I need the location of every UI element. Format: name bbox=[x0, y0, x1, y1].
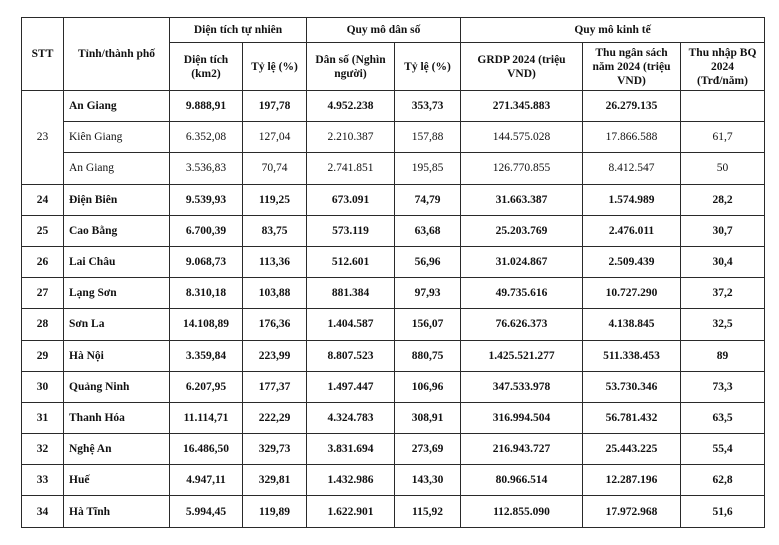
cell-population: 3.831.694 bbox=[307, 434, 395, 465]
header-group-economy: Quy mô kinh tế bbox=[461, 18, 765, 43]
header-stt: STT bbox=[22, 18, 64, 91]
cell-grdp: 31.663.387 bbox=[461, 184, 583, 215]
cell-population: 4.324.783 bbox=[307, 402, 395, 433]
cell-province: Lai Châu bbox=[64, 246, 170, 277]
cell-population: 1.622.901 bbox=[307, 496, 395, 527]
table-row bbox=[22, 215, 765, 246]
cell-grdp: 271.345.883 bbox=[461, 91, 583, 122]
cell-area: 9.888,91 bbox=[170, 91, 243, 122]
cell-population-ratio: 97,93 bbox=[395, 278, 461, 309]
cell-budget: 2.509.439 bbox=[583, 246, 681, 277]
cell-stt: 25 bbox=[22, 215, 64, 246]
header-income: Thu nhập BQ 2024 (Trđ/năm) bbox=[681, 43, 765, 91]
cell-province: Lạng Sơn bbox=[64, 278, 170, 309]
cell-population: 1.404.587 bbox=[307, 309, 395, 340]
cell-income: 61,7 bbox=[681, 122, 765, 153]
cell-grdp: 216.943.727 bbox=[461, 434, 583, 465]
cell-area: 16.486,50 bbox=[170, 434, 243, 465]
cell-stt: 23 bbox=[22, 91, 64, 185]
cell-population-ratio: 308,91 bbox=[395, 402, 461, 433]
header-area-ratio: Tỷ lệ (%) bbox=[243, 43, 307, 91]
statistics-table-container bbox=[21, 17, 764, 528]
cell-budget: 2.476.011 bbox=[583, 215, 681, 246]
cell-income: 63,5 bbox=[681, 402, 765, 433]
cell-population-ratio: 157,88 bbox=[395, 122, 461, 153]
cell-income: 32,5 bbox=[681, 309, 765, 340]
table-row bbox=[22, 91, 765, 122]
cell-budget: 4.138.845 bbox=[583, 309, 681, 340]
cell-area: 3.359,84 bbox=[170, 340, 243, 371]
cell-area-ratio: 223,99 bbox=[243, 340, 307, 371]
header-group-population: Quy mô dân số bbox=[307, 18, 461, 43]
cell-population-ratio: 195,85 bbox=[395, 153, 461, 184]
cell-population: 512.601 bbox=[307, 246, 395, 277]
cell-stt: 32 bbox=[22, 434, 64, 465]
cell-province: Kiên Giang bbox=[64, 122, 170, 153]
cell-population-ratio: 273,69 bbox=[395, 434, 461, 465]
cell-area: 3.536,83 bbox=[170, 153, 243, 184]
cell-income: 73,3 bbox=[681, 371, 765, 402]
cell-population-ratio: 106,96 bbox=[395, 371, 461, 402]
cell-population-ratio: 880,75 bbox=[395, 340, 461, 371]
cell-stt: 27 bbox=[22, 278, 64, 309]
cell-province: Nghệ An bbox=[64, 434, 170, 465]
cell-population: 2.210.387 bbox=[307, 122, 395, 153]
header-budget: Thu ngân sách năm 2024 (triệu VND) bbox=[583, 43, 681, 91]
cell-area-ratio: 83,75 bbox=[243, 215, 307, 246]
cell-province: Huế bbox=[64, 465, 170, 496]
cell-grdp: 31.024.867 bbox=[461, 246, 583, 277]
table-row bbox=[22, 496, 765, 527]
cell-population: 1.432.986 bbox=[307, 465, 395, 496]
cell-stt: 30 bbox=[22, 371, 64, 402]
cell-area: 9.539,93 bbox=[170, 184, 243, 215]
table-row bbox=[22, 309, 765, 340]
cell-stt: 29 bbox=[22, 340, 64, 371]
cell-area-ratio: 103,88 bbox=[243, 278, 307, 309]
cell-income bbox=[681, 91, 765, 122]
cell-population: 573.119 bbox=[307, 215, 395, 246]
cell-area-ratio: 119,89 bbox=[243, 496, 307, 527]
cell-stt: 28 bbox=[22, 309, 64, 340]
cell-income: 55,4 bbox=[681, 434, 765, 465]
cell-area: 5.994,45 bbox=[170, 496, 243, 527]
cell-province: Sơn La bbox=[64, 309, 170, 340]
cell-area: 6.352,08 bbox=[170, 122, 243, 153]
cell-population-ratio: 74,79 bbox=[395, 184, 461, 215]
cell-population-ratio: 63,68 bbox=[395, 215, 461, 246]
cell-area-ratio: 197,78 bbox=[243, 91, 307, 122]
table-row bbox=[22, 184, 765, 215]
cell-population-ratio: 56,96 bbox=[395, 246, 461, 277]
cell-budget: 53.730.346 bbox=[583, 371, 681, 402]
cell-population-ratio: 156,07 bbox=[395, 309, 461, 340]
cell-area: 6.700,39 bbox=[170, 215, 243, 246]
cell-area-ratio: 329,73 bbox=[243, 434, 307, 465]
table-row bbox=[22, 153, 765, 184]
province-statistics-table bbox=[21, 17, 765, 528]
header-population: Dân số (Nghìn người) bbox=[307, 43, 395, 91]
cell-province: Cao Bằng bbox=[64, 215, 170, 246]
table-row bbox=[22, 122, 765, 153]
cell-population: 8.807.523 bbox=[307, 340, 395, 371]
cell-population: 4.952.238 bbox=[307, 91, 395, 122]
cell-budget: 17.972.968 bbox=[583, 496, 681, 527]
table-row bbox=[22, 340, 765, 371]
cell-stt: 26 bbox=[22, 246, 64, 277]
cell-area: 6.207,95 bbox=[170, 371, 243, 402]
cell-area: 11.114,71 bbox=[170, 402, 243, 433]
cell-income: 62,8 bbox=[681, 465, 765, 496]
header-grdp: GRDP 2024 (triệu VND) bbox=[461, 43, 583, 91]
cell-area-ratio: 113,36 bbox=[243, 246, 307, 277]
cell-grdp: 25.203.769 bbox=[461, 215, 583, 246]
cell-population: 2.741.851 bbox=[307, 153, 395, 184]
table-row bbox=[22, 278, 765, 309]
cell-grdp: 80.966.514 bbox=[461, 465, 583, 496]
header-population-ratio: Tỷ lệ (%) bbox=[395, 43, 461, 91]
header-row-groups bbox=[22, 18, 765, 43]
cell-area-ratio: 222,29 bbox=[243, 402, 307, 433]
cell-area: 8.310,18 bbox=[170, 278, 243, 309]
cell-grdp: 76.626.373 bbox=[461, 309, 583, 340]
cell-population-ratio: 115,92 bbox=[395, 496, 461, 527]
cell-province: An Giang bbox=[64, 153, 170, 184]
cell-province: Hà Nội bbox=[64, 340, 170, 371]
cell-income: 30,7 bbox=[681, 215, 765, 246]
cell-stt: 24 bbox=[22, 184, 64, 215]
cell-grdp: 1.425.521.277 bbox=[461, 340, 583, 371]
cell-area-ratio: 119,25 bbox=[243, 184, 307, 215]
table-row bbox=[22, 246, 765, 277]
cell-stt: 33 bbox=[22, 465, 64, 496]
cell-stt: 31 bbox=[22, 402, 64, 433]
cell-population: 673.091 bbox=[307, 184, 395, 215]
cell-province: Quảng Ninh bbox=[64, 371, 170, 402]
cell-budget: 511.338.453 bbox=[583, 340, 681, 371]
cell-budget: 1.574.989 bbox=[583, 184, 681, 215]
cell-area-ratio: 70,74 bbox=[243, 153, 307, 184]
cell-budget: 8.412.547 bbox=[583, 153, 681, 184]
cell-grdp: 347.533.978 bbox=[461, 371, 583, 402]
cell-population: 1.497.447 bbox=[307, 371, 395, 402]
cell-grdp: 316.994.504 bbox=[461, 402, 583, 433]
cell-budget: 17.866.588 bbox=[583, 122, 681, 153]
table-row bbox=[22, 371, 765, 402]
cell-income: 51,6 bbox=[681, 496, 765, 527]
cell-budget: 12.287.196 bbox=[583, 465, 681, 496]
header-province: Tỉnh/thành phố bbox=[64, 18, 170, 91]
header-area: Diện tích (km2) bbox=[170, 43, 243, 91]
cell-population-ratio: 143,30 bbox=[395, 465, 461, 496]
cell-income: 28,2 bbox=[681, 184, 765, 215]
cell-area-ratio: 329,81 bbox=[243, 465, 307, 496]
header-group-area: Diện tích tự nhiên bbox=[170, 18, 307, 43]
cell-grdp: 112.855.090 bbox=[461, 496, 583, 527]
cell-province: An Giang bbox=[64, 91, 170, 122]
cell-area: 4.947,11 bbox=[170, 465, 243, 496]
cell-budget: 25.443.225 bbox=[583, 434, 681, 465]
cell-grdp: 144.575.028 bbox=[461, 122, 583, 153]
cell-stt: 34 bbox=[22, 496, 64, 527]
cell-income: 37,2 bbox=[681, 278, 765, 309]
cell-population: 881.384 bbox=[307, 278, 395, 309]
table-row bbox=[22, 465, 765, 496]
cell-population-ratio: 353,73 bbox=[395, 91, 461, 122]
cell-area: 14.108,89 bbox=[170, 309, 243, 340]
cell-province: Hà Tĩnh bbox=[64, 496, 170, 527]
cell-budget: 26.279.135 bbox=[583, 91, 681, 122]
cell-income: 50 bbox=[681, 153, 765, 184]
cell-budget: 10.727.290 bbox=[583, 278, 681, 309]
table-row bbox=[22, 402, 765, 433]
cell-grdp: 49.735.616 bbox=[461, 278, 583, 309]
table-row bbox=[22, 434, 765, 465]
cell-area-ratio: 177,37 bbox=[243, 371, 307, 402]
cell-province: Điện Biên bbox=[64, 184, 170, 215]
cell-area: 9.068,73 bbox=[170, 246, 243, 277]
cell-income: 89 bbox=[681, 340, 765, 371]
cell-grdp: 126.770.855 bbox=[461, 153, 583, 184]
cell-province: Thanh Hóa bbox=[64, 402, 170, 433]
cell-area-ratio: 176,36 bbox=[243, 309, 307, 340]
cell-area-ratio: 127,04 bbox=[243, 122, 307, 153]
cell-income: 30,4 bbox=[681, 246, 765, 277]
cell-budget: 56.781.432 bbox=[583, 402, 681, 433]
